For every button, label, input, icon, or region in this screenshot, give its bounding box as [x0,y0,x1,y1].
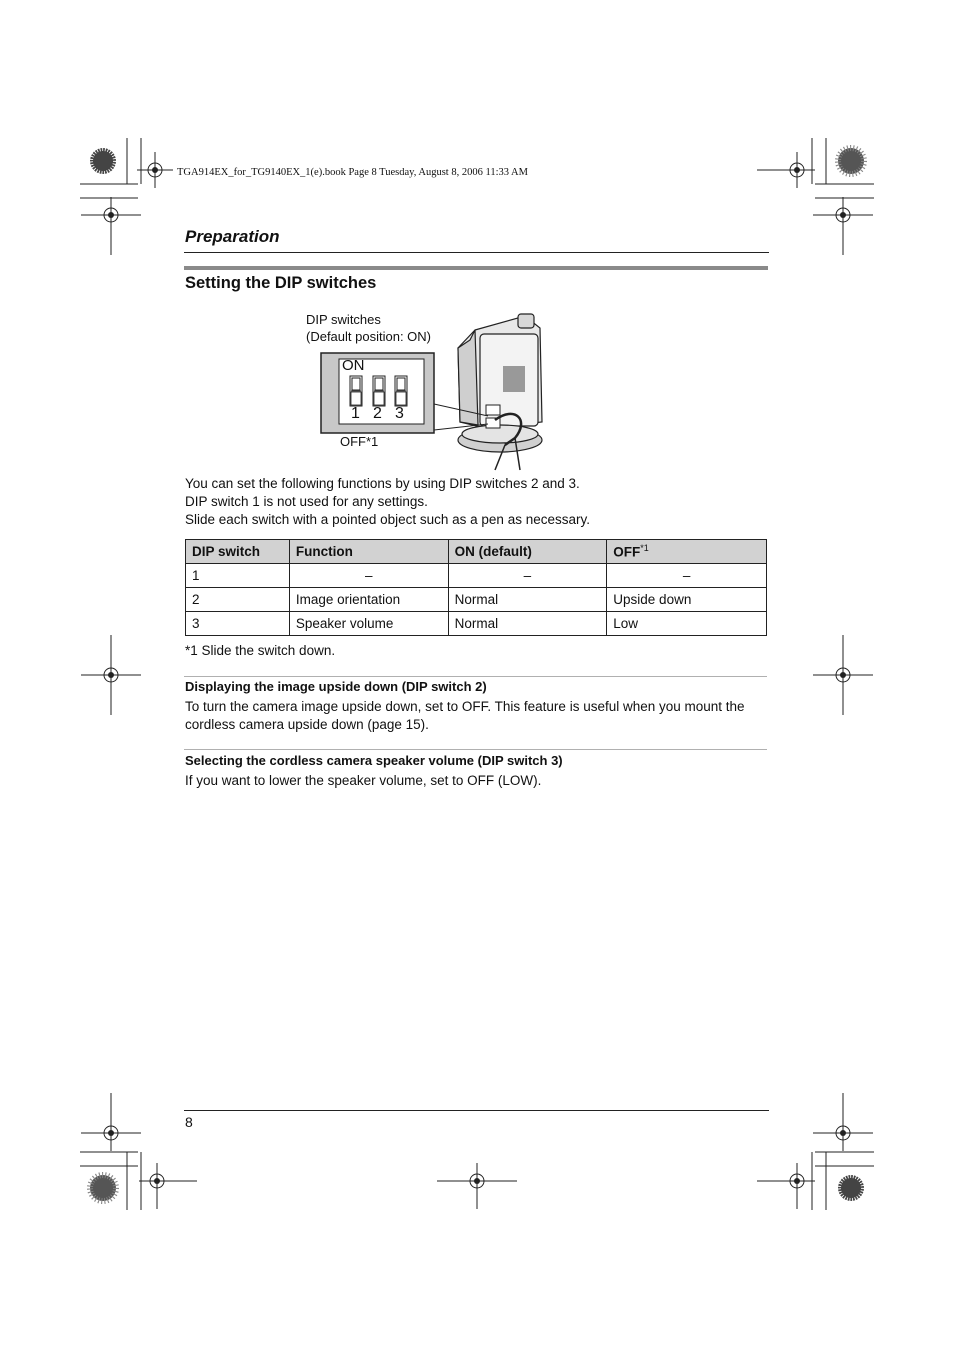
subsection-divider [184,676,767,677]
table-cell: Upside down [607,588,767,612]
table-cell: Normal [448,612,607,636]
table-cell: – [607,564,767,588]
header-rule [184,252,769,253]
figure-label-line1: DIP switches [306,312,381,327]
subsection-title-speaker-volume: Selecting the cordless camera speaker volume (DIP switch 3) [185,753,563,768]
dip-switch-illustration [320,310,560,475]
intro-line-2: DIP switch 1 is not used for any settings. [185,494,428,509]
intro-line-3: Slide each switch with a pointed object such as a pen as necessary. [185,512,590,527]
footnote: *1 Slide the switch down. [185,643,336,658]
table-row [186,588,767,612]
table-cell: Low [607,612,767,636]
table-cell: 1 [186,564,290,588]
section-title: Preparation [185,227,280,246]
header-on-default: ON (default) [448,540,607,564]
footer-rule [184,1110,769,1111]
dip-switch-table [185,539,767,636]
off-label: OFF*1 [340,434,379,449]
table-cell: Normal [448,588,607,612]
switch-number-2: 2 [373,405,382,422]
subsection-2-line-1: If you want to lower the speaker volume, set to OFF (LOW). [185,773,542,788]
table-cell: 3 [186,612,290,636]
switch-number-3: 3 [395,405,404,422]
subsection-title-upside-down: Displaying the image upside down (DIP switch 2) [185,679,487,694]
header-off [607,540,767,564]
table-header-row [186,540,767,564]
switch-on-label: ON [342,357,365,374]
table-cell: – [448,564,607,588]
page-number: 8 [185,1114,193,1130]
subsection-1-line-1: To turn the camera image upside down, set to OFF. This feature is useful when you mount the [185,699,745,714]
header-dip-switch: DIP switch [186,540,290,564]
table-cell: – [289,564,448,588]
table-row [186,612,767,636]
header-off-superscript: *1 [640,543,649,554]
page-heading: Setting the DIP switches [185,274,377,292]
table-row [186,564,767,588]
subsection-1-line-2: cordless camera upside down (page 15). [185,717,429,732]
book-info-line: TGA914EX_for_TG9140EX_1(e).book Page 8 Tuesday, August 8, 2006 11:33 AM [177,167,528,178]
intro-line-1: You can set the following functions by using DIP switches 2 and 3. [185,476,580,491]
heading-bar [184,266,768,270]
header-off-label: OFF [613,544,641,560]
subsection-divider [184,749,767,750]
table-cell: 2 [186,588,290,612]
header-function: Function [289,540,448,564]
switch-number-1: 1 [351,405,360,422]
table-cell: Speaker volume [289,612,448,636]
table-cell: Image orientation [289,588,448,612]
figure-label-line2: (Default position: ON) [306,329,431,344]
